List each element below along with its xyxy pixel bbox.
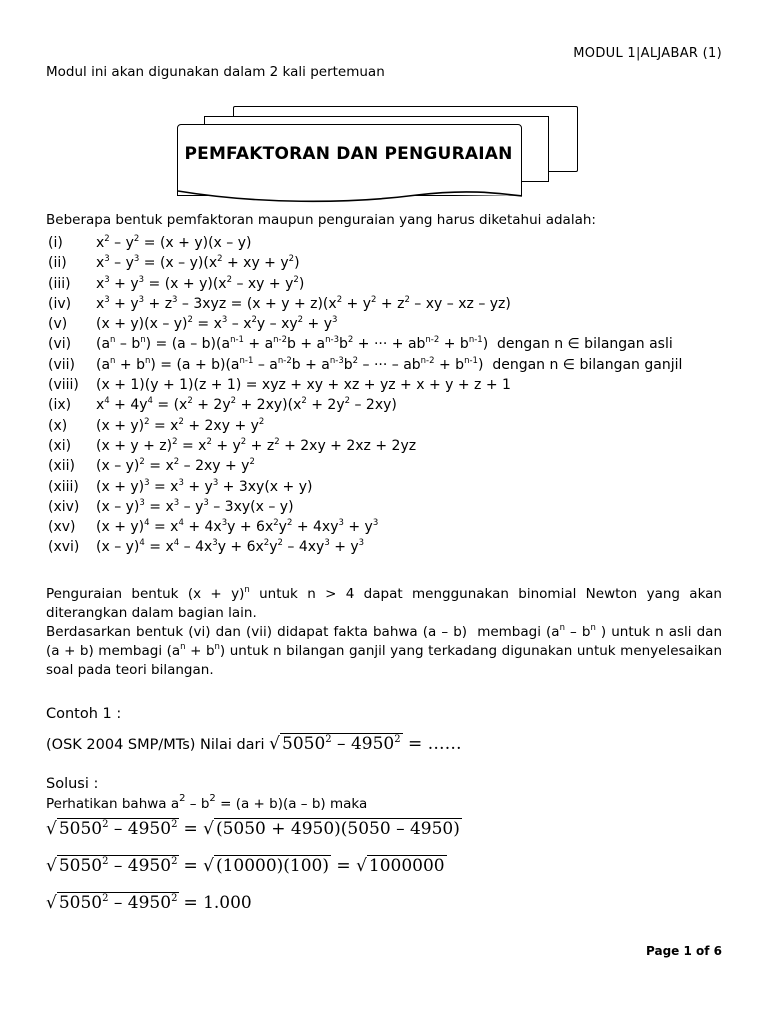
solution-rhs: = √ (10000)(100) = √ 1000000 [183,856,445,876]
formula-list [46,233,736,558]
formula-expression: $(x + y)(x - y)^2 = x^3 - x^2y - xy^2 + y^3$ [96,315,338,333]
formula-item [46,497,736,517]
formula-expression: $x^2 - y^2 = (x + y)(x - y)$ [96,234,252,251]
formula-number: (iii) [48,275,71,292]
formula-number: (v) [48,316,68,333]
formula-item [46,416,736,436]
formula-number: (ix) [48,397,72,414]
example-question [46,733,462,754]
formula-number: (xv) [48,519,76,536]
intro-text: Beberapa bentuk pemfaktoran maupun penguraian yang harus diketahui adalah: [46,212,596,228]
formula-item [46,334,736,354]
solution-lhs: √ 5050$^2$ – 4950$^2$ [46,819,178,839]
formula-number: (vi) [48,336,72,353]
formula-expression: $(x - y)^3 = x^3 - y^3 - 3xy(x - y)$ [96,497,294,515]
paragraph-binomial: Penguraian bentuk $(x + y)^n$ untuk n > 4 dapat menggunakan binomial Newton yang akan diterangkan dalam bagian lain. [46,585,722,621]
formula-expression: $(x + y + z)^2 = x^2 + y^2 + z^2 + 2xy + 2xz + 2yz$ [96,436,417,454]
formula-item [46,233,736,253]
formula-item [46,395,736,415]
solution-line [46,818,462,855]
formula-item [46,274,736,294]
formula-number: (i) [48,235,63,251]
formula-number: (x) [48,417,68,434]
solution-title: Solusi : [46,776,99,792]
formula-number: (viii) [48,377,79,394]
formula-item [46,375,736,395]
solution-line [46,892,462,929]
banner-title: PEMFAKTORAN DAN PENGURAIAN [184,144,513,164]
solution-hint: Perhatikan bahwa $a^2 - b^2 = (a + b)(a - b)$ maka [46,793,368,812]
formula-expression: $x^3 + y^3 + z^3 - 3xyz = (x + y + z)(x^2 + y^2 + z^2$ – xy – xz – yz) [96,294,511,312]
solution-line [46,855,462,892]
formula-number: (xi) [48,437,72,454]
formula-number: (xiv) [48,498,80,515]
formula-number: (xvi) [48,539,80,556]
page-number: Page 1 of 6 [646,944,722,958]
solution-rhs: = 1.000 [183,893,252,913]
formula-number: (iv) [48,295,72,312]
formula-expression: (x + 1)(y + 1)(z + 1) = xyz + xy + xz + yz + x + y + z + 1 [96,377,511,394]
formula-expression: $(a^n + b^n) = (a + b)(a^{n-1} - a^{n-2}b + a^{n-3}b^2$ – ··· – $ab^{n-2} + b^{n-1}$) dengan n ∈ bilangan ganjil [96,355,683,373]
formula-item [46,456,736,476]
formula-expression: $x^4 + 4y^4 = (x^2 + 2y^2 + 2xy)(x^2 + 2y^2 - 2xy)$ [96,396,397,414]
formula-item [46,253,736,273]
formula-item [46,477,736,497]
solution-rhs: = √ (5050 + 4950)(5050 – 4950) [183,819,460,839]
formula-item [46,436,736,456]
example-question-expression: √ 5050$^2$ – 4950$^2$ = …… [269,734,462,754]
formula-number: (ii) [48,255,67,272]
formula-item [46,355,736,375]
formula-expression: $(x - y)^4 = x^4 - 4x^3y + 6x^2y^2 - 4xy^3 + y^3$ [96,538,365,556]
solution-lhs: √ 5050$^2$ – 4950$^2$ [46,856,178,876]
formula-expression: $(a^n - b^n) = (a - b)(a^{n-1} + a^{n-2}b + a^{n-3}b^2$ + ··· + $ab^{n-2} + b^{n-1}$) dengan n ∈ bilangan asli [96,335,673,353]
example-question-prefix: (OSK 2004 SMP/MTs) Nilai dari [46,737,265,753]
module-header: MODUL 1|ALJABAR (1) [573,46,722,61]
formula-item [46,314,736,334]
paragraph-divisibility: Berdasarkan bentuk (vi) dan (vii) didapat fakta bahwa (a – b) membagi ($a^n - b^n$ ) untuk n asli dan (a + b) membagi $(a^n + b^n)$ untuk n bilangan ganjil yang terkadang digunakan untuk menyelesaikan soal pada teori bilangan. [46,623,722,678]
formula-expression: $x^3 - y^3 = (x - y)(x^2$ + xy + $y^2$) [96,254,300,272]
formula-number: (xii) [48,458,75,475]
session-note: Modul ini akan digunakan dalam 2 kali pertemuan [46,64,385,80]
banner-wave [177,190,523,204]
formula-expression: $(x + y)^3 = x^3 + y^3 + 3xy(x + y)$ [96,477,313,495]
title-banner [175,104,585,200]
solution-lhs: √ 5050$^2$ – 4950$^2$ [46,893,178,913]
formula-expression: $x^3 + y^3 = (x + y)(x^2$ – xy + $y^2$) [96,274,305,292]
formula-number: (xiii) [48,478,79,495]
solution-steps [46,818,462,929]
formula-expression: $(x - y)^2 = x^2 - 2xy + y^2$ [96,457,255,475]
formula-item [46,537,736,557]
formula-expression: $(x + y)^2 = x^2 + 2xy + y^2$ [96,416,265,434]
formula-item [46,294,736,314]
formula-item [46,517,736,537]
formula-expression: $(x + y)^4 = x^4 + 4x^3y + 6x^2y^2 + 4xy^3 + y^3$ [96,518,379,536]
formula-number: (vii) [48,356,75,373]
example-title: Contoh 1 : [46,706,122,722]
